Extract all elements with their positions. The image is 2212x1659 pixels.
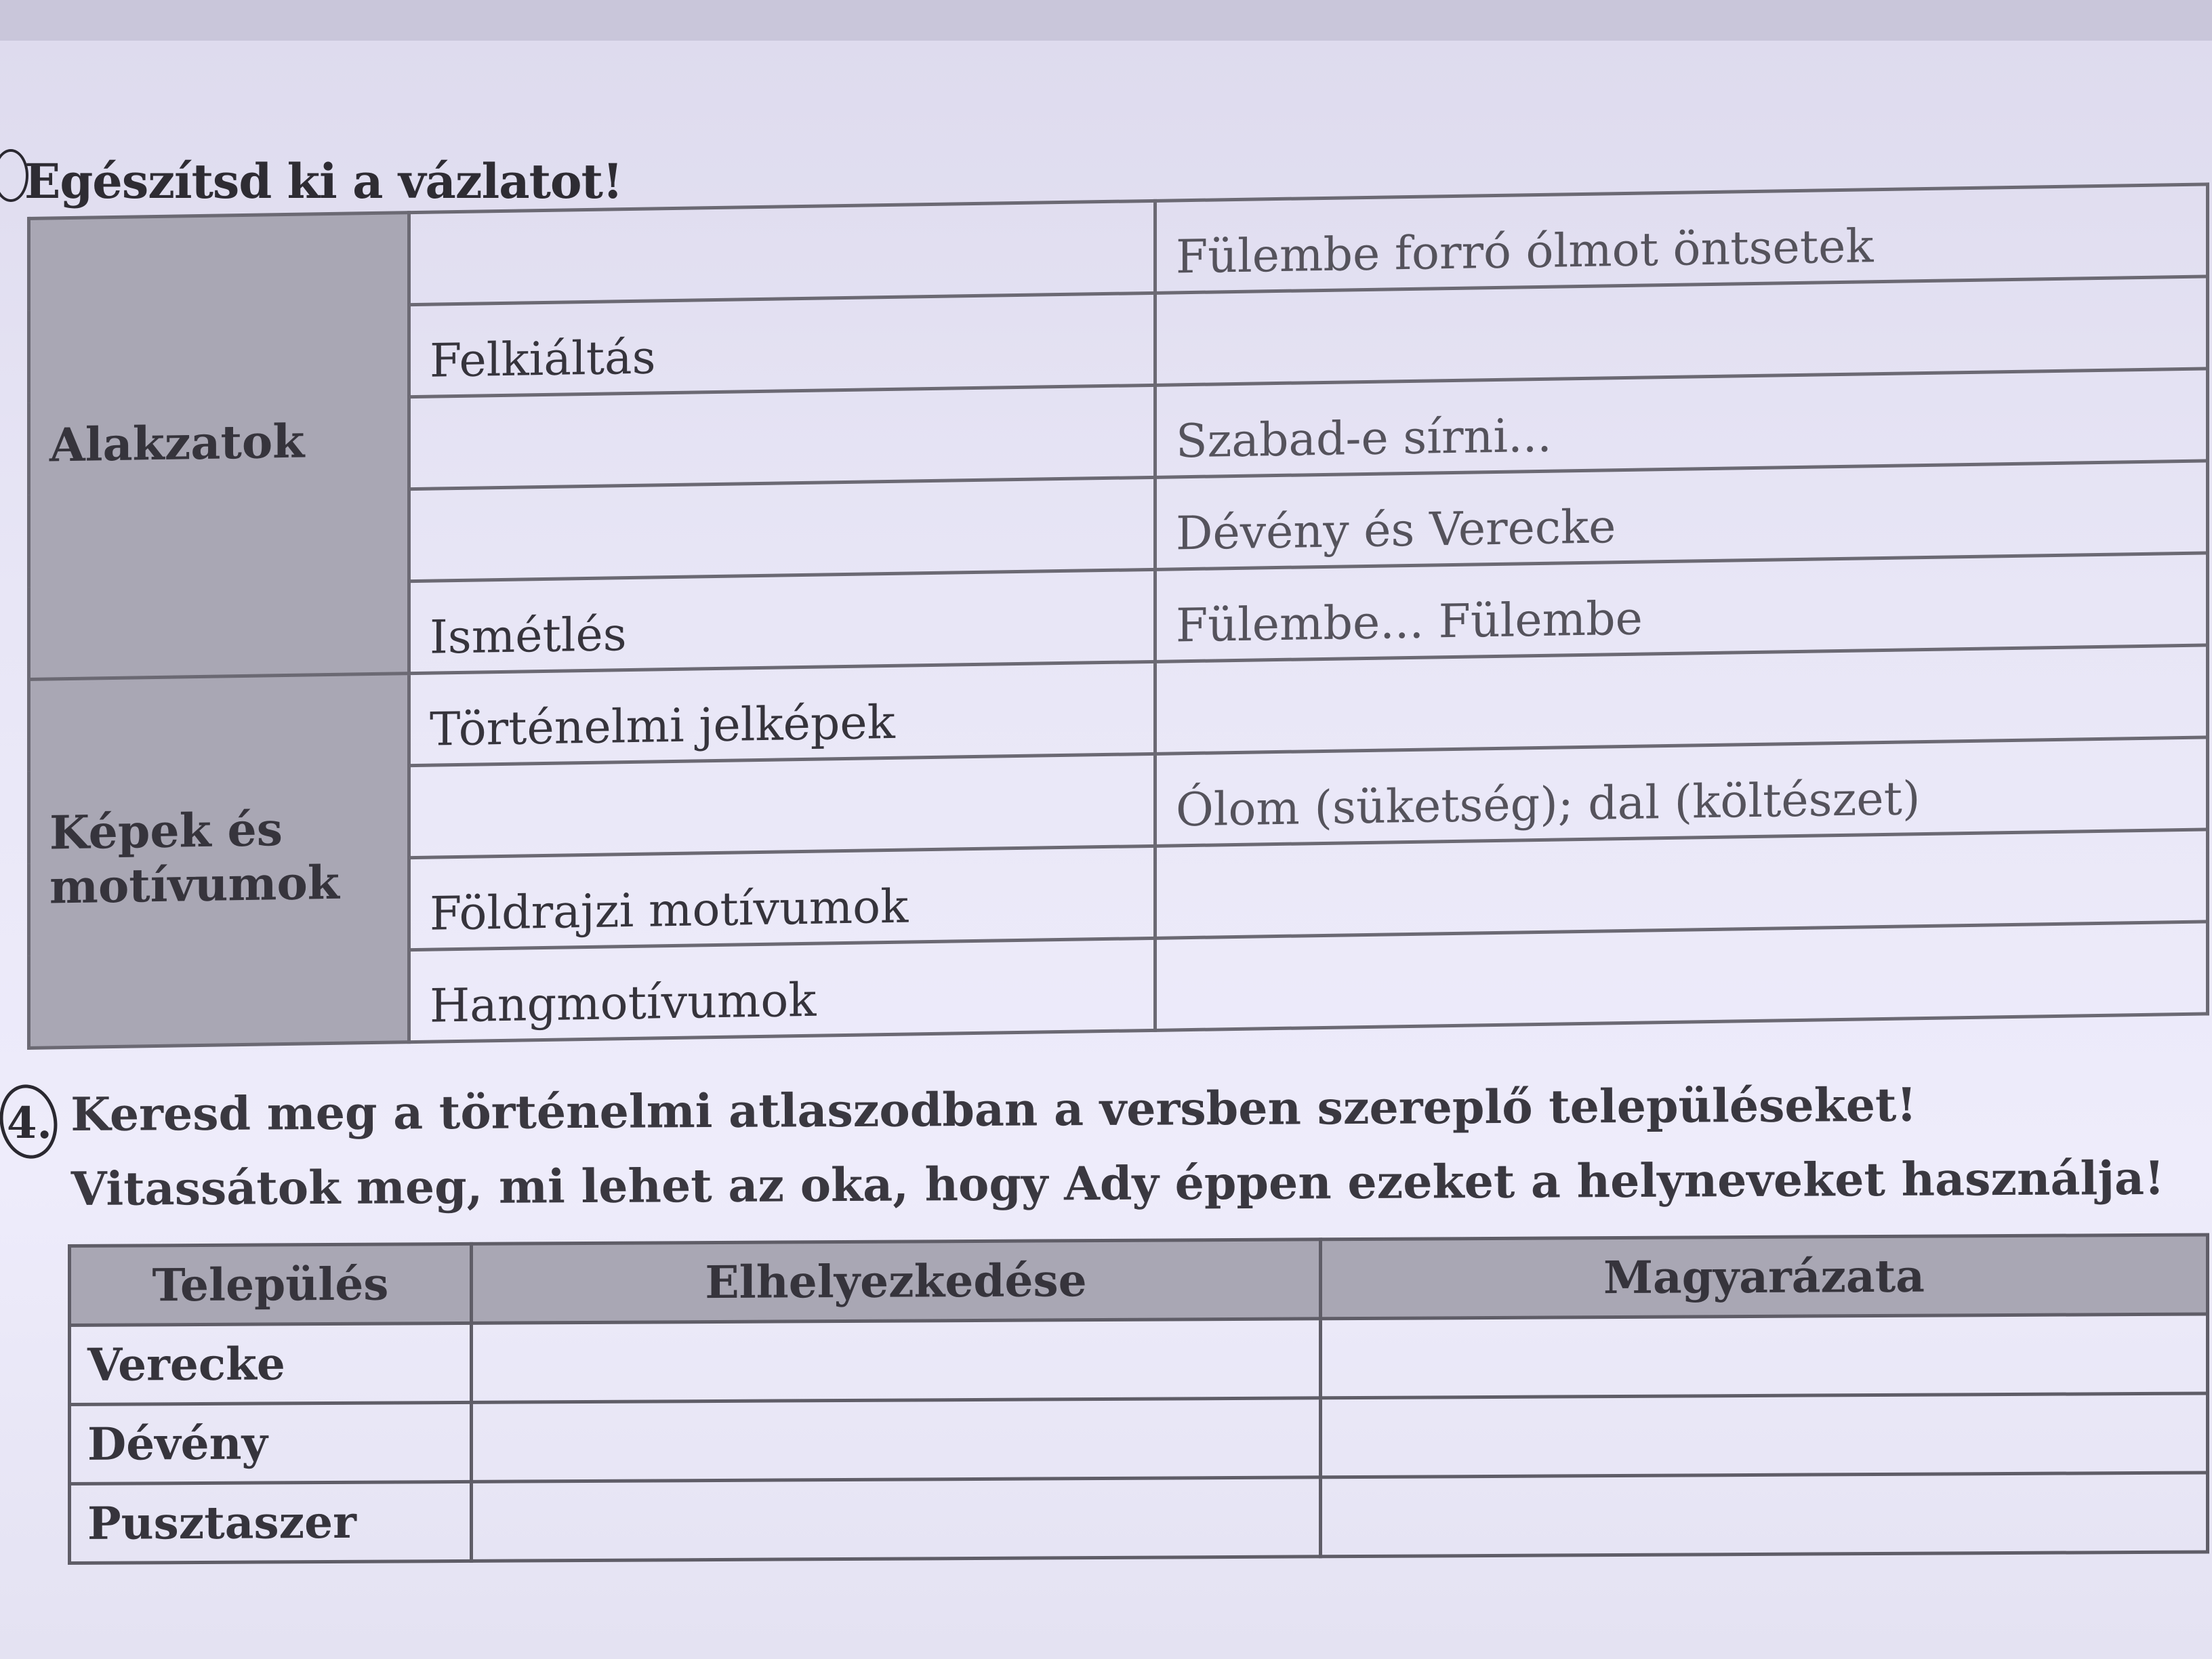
term-cell[interactable]: Felkiáltás bbox=[409, 293, 1155, 396]
example-cell[interactable] bbox=[1155, 645, 2208, 754]
page-edge-shadow bbox=[0, 0, 2212, 41]
example-cell[interactable]: Dévény és Verecke bbox=[1155, 461, 2208, 569]
place-cell: Verecke bbox=[70, 1323, 472, 1404]
place-cell: Dévény bbox=[70, 1402, 472, 1483]
term-cell[interactable] bbox=[409, 754, 1155, 857]
table-row bbox=[70, 1393, 2208, 1484]
column-header-elhelyezkedese: Elhelyezkedése bbox=[472, 1240, 1321, 1324]
example-cell[interactable] bbox=[1155, 922, 2208, 1030]
example-cell[interactable]: Fülembe forró ólmot öntsetek bbox=[1155, 184, 2208, 293]
group-kepek-es-motivumok: Képek és motívumok bbox=[29, 674, 409, 1048]
term-cell[interactable] bbox=[409, 201, 1155, 304]
place-cell: Pusztaszer bbox=[70, 1481, 472, 1563]
term-cell[interactable]: Hangmotívumok bbox=[409, 938, 1155, 1042]
places-table bbox=[68, 1233, 2209, 1565]
table-header-row bbox=[70, 1235, 2208, 1326]
sketch-table bbox=[27, 182, 2209, 1050]
column-header-magyarazata: Magyarázata bbox=[1321, 1235, 2208, 1319]
task-4-instructions: Keresd meg a történelmi atlaszodban a versben szereplő településeket! Vitassátok meg, mi lehet az oka, hogy Ady éppen ezeket a helyneveket használja! bbox=[70, 1078, 2165, 1216]
term-cell[interactable]: Történelmi jelképek bbox=[409, 661, 1155, 765]
explanation-cell[interactable] bbox=[1321, 1314, 2208, 1398]
task-3-title: Egészítsd ki a vázlatot! bbox=[24, 153, 623, 209]
table-row bbox=[70, 1314, 2208, 1405]
explanation-cell[interactable] bbox=[1321, 1393, 2208, 1477]
group-alakzatok: Alakzatok bbox=[29, 213, 409, 680]
explanation-cell[interactable] bbox=[1321, 1473, 2208, 1557]
example-cell[interactable] bbox=[1155, 830, 2208, 938]
term-cell[interactable] bbox=[409, 385, 1155, 489]
location-cell[interactable] bbox=[472, 1319, 1321, 1403]
example-cell[interactable]: Szabad-e sírni... bbox=[1155, 369, 2208, 477]
term-cell[interactable]: Földrajzi motívumok bbox=[409, 846, 1155, 949]
term-cell[interactable] bbox=[409, 477, 1155, 581]
example-cell[interactable]: Ólom (süketség); dal (költészet) bbox=[1155, 737, 2208, 846]
term-cell[interactable]: Ismétlés bbox=[409, 569, 1155, 673]
location-cell[interactable] bbox=[472, 1398, 1321, 1482]
example-cell[interactable] bbox=[1155, 276, 2208, 385]
table-row bbox=[70, 1473, 2208, 1563]
example-cell[interactable]: Fülembe... Fülembe bbox=[1155, 553, 2208, 661]
column-header-telepules: Település bbox=[70, 1244, 472, 1325]
task-4-number: 4. bbox=[7, 1098, 52, 1149]
location-cell[interactable] bbox=[472, 1477, 1321, 1561]
